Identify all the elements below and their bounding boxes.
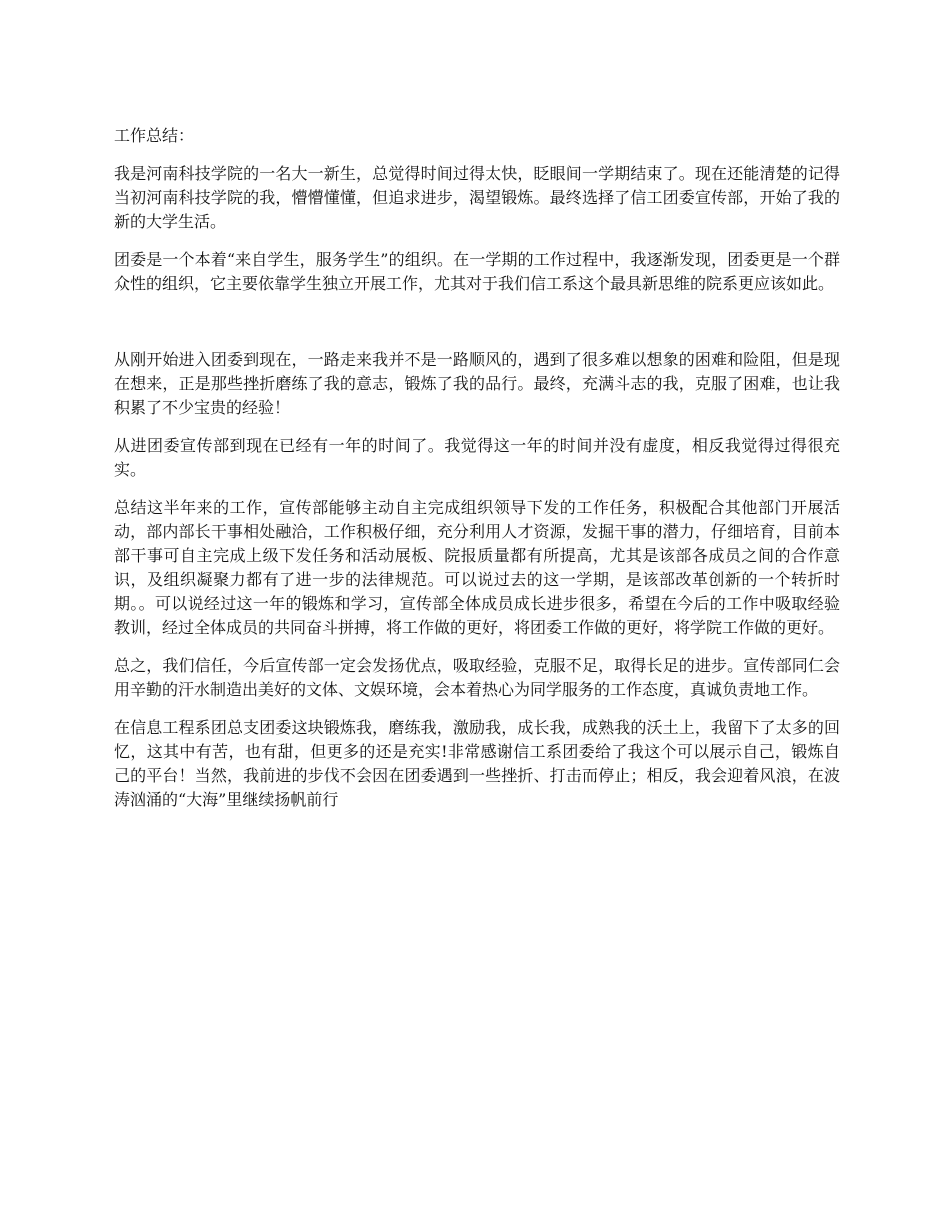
paragraph-3: 从刚开始进入团委到现在，一路走来我并不是一路顺风的，遇到了很多难以想象的困难和险阻，但是现在想来，正是那些挫折磨练了我的意志，锻炼了我的品行。最终，充满斗志的我，克服了困难，也让我积累了不少宝贵的经验！ (114, 350, 840, 417)
paragraph-2: 团委是一个本着“来自学生，服务学生”的组织。在一学期的工作过程中，我逐渐发现，团委更是一个群众性的组织，它主要依靠学生独立开展工作，尤其对于我们信工系这个最具新思维的院系更应该如此。 (114, 250, 840, 293)
paragraph-5: 总结这半年来的工作，宣传部能够主动自主完成组织领导下发的工作任务，积极配合其他部门开展活动，部内部长干事相处融洽，工作积极仔细，充分利用人才资源，发掘干事的潜力，仔细培育，目前本部干事可自主完成上级下发任务和活动展板、院报质量都有所提高，尤其是该部各成员之间的合作意识，及组织凝聚力都有了进一步的法律规范。可以说过去的这一学期，是该部改革创新的一个转折时期。。可以说经过这一年的锻炼和学习，宣传部全体成员成长进步很多，希望在今后的工作中吸取经验教训，经过全体成员的共同奋斗拼搏，将工作做的更好，将团委工作做的更好，将学院工作做的更好。 (114, 498, 840, 637)
paragraph-6: 总之，我们信任，今后宣传部一定会发扬优点，吸取经验，克服不足，取得长足的进步。宣传部同仁会用辛勤的汗水制造出美好的文体、文娱环境，会本着热心为同学服务的工作态度，真诚负责地工作。 (114, 656, 840, 699)
paragraph-7: 在信息工程系团总支团委这块锻炼我，磨练我，激励我，成长我，成熟我的沃土上，我留下了太多的回忆，这其中有苦，也有甜，但更多的还是充实!非常感谢信工系团委给了我这个可以展示自己，锻炼自己的平台！当然，我前进的步伐不会因在团委遇到一些挫折、打击而停止；相反，我会迎着风浪，在波涛汹涌的“大海”里继续扬帆前行 (114, 718, 840, 809)
paragraph-4: 从进团委宣传部到现在已经有一年的时间了。我觉得这一年的时间并没有虚度，相反我觉得过得很充实。 (114, 436, 840, 479)
document-body (114, 124, 840, 826)
paragraph-1: 我是河南科技学院的一名大一新生，总觉得时间过得太快，眨眼间一学期结束了。现在还能清楚的记得当初河南科技学院的我，懵懵懂懂，但追求进步，渴望锻炼。最终选择了信工团委宣传部，开始了我的新的大学生活。 (114, 164, 840, 231)
blank-spacer (114, 310, 840, 348)
document-heading: 工作总结： (114, 126, 195, 145)
